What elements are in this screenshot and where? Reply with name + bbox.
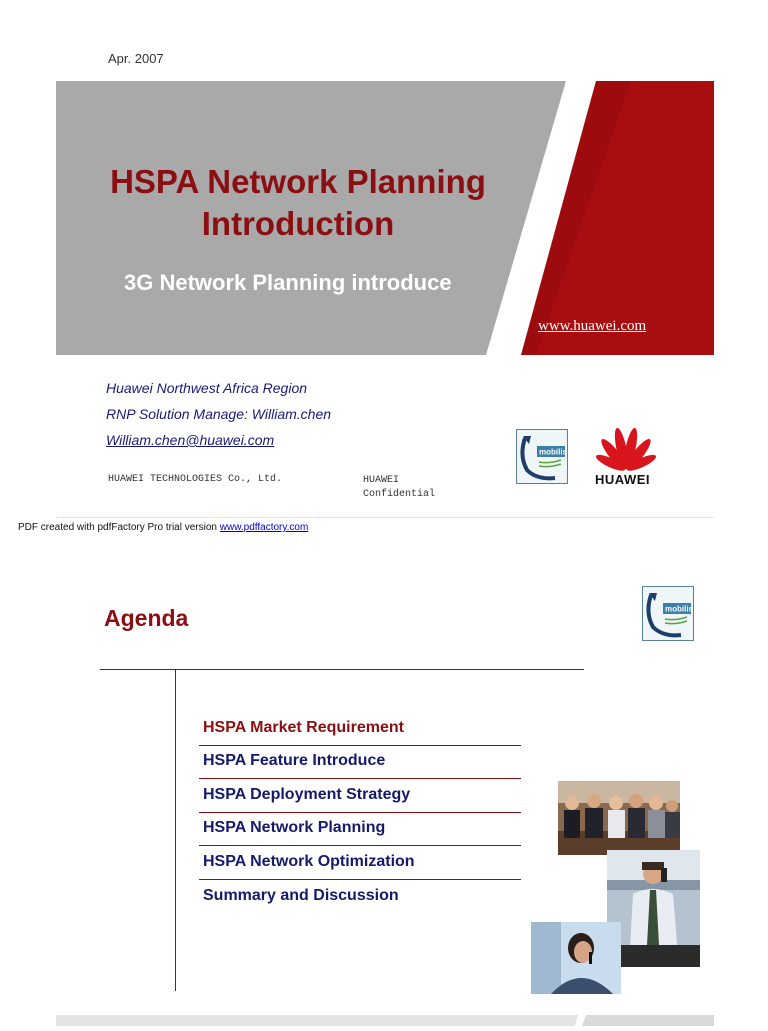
next-slide-banner-edge bbox=[56, 1013, 714, 1024]
slide-date: Apr. 2007 bbox=[108, 51, 164, 66]
company-name: HUAWEI TECHNOLOGIES Co., Ltd. bbox=[108, 474, 283, 485]
title-line-2: Introduction bbox=[201, 205, 395, 242]
meeting-photo bbox=[558, 781, 680, 855]
mobilis-logo bbox=[516, 429, 568, 484]
svg-text:mobilis: mobilis bbox=[539, 447, 567, 457]
region-text: Huawei Northwest Africa Region bbox=[106, 380, 308, 396]
agenda-title: Agenda bbox=[104, 605, 189, 631]
woman-photo bbox=[531, 922, 621, 994]
agenda-horizontal-rule bbox=[100, 669, 584, 670]
mobilis-logo-icon bbox=[643, 587, 693, 640]
presentation-title bbox=[56, 161, 540, 245]
agenda-item: Summary and Discussion bbox=[203, 887, 399, 904]
agenda-item: HSPA Feature Introduce bbox=[199, 746, 521, 779]
title-line-1: HSPA Network Planning bbox=[110, 163, 486, 200]
slide-divider bbox=[56, 517, 714, 518]
presentation-subtitle: 3G Network Planning introduce bbox=[124, 270, 452, 295]
agenda-item: HSPA Deployment Strategy bbox=[199, 780, 521, 813]
huawei-flower-icon bbox=[590, 424, 662, 474]
svg-text:mobilis: mobilis bbox=[665, 604, 693, 614]
agenda-item: HSPA Market Requirement bbox=[199, 713, 521, 746]
pdf-footer-text: PDF created with pdfFactory Pro trial version bbox=[18, 522, 220, 533]
huawei-wordmark: HUAWEI bbox=[595, 472, 650, 487]
pdf-footer-note bbox=[18, 522, 308, 533]
confidential-label: HUAWEI Confidential bbox=[363, 475, 436, 500]
email-link[interactable]: William.chen@huawei.com bbox=[106, 432, 275, 448]
manager-text: RNP Solution Manage: William.chen bbox=[106, 406, 332, 422]
agenda-vertical-rule bbox=[175, 669, 176, 991]
mobilis-logo bbox=[642, 586, 694, 641]
agenda-item: HSPA Network Optimization bbox=[199, 847, 521, 880]
website-link[interactable]: www.huawei.com bbox=[538, 318, 647, 334]
mobilis-logo-icon bbox=[517, 430, 567, 483]
agenda-item: HSPA Network Planning bbox=[199, 813, 521, 846]
pdffactory-link[interactable]: www.pdffactory.com bbox=[219, 522, 309, 533]
